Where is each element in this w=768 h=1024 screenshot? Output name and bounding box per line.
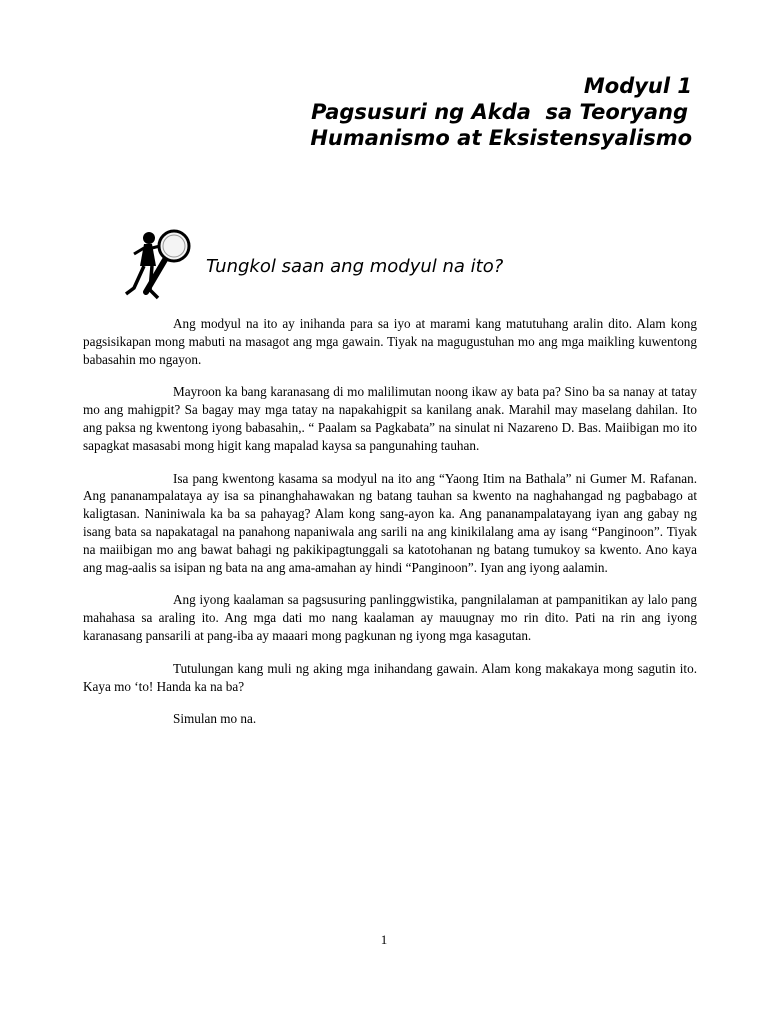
paragraph-second-story: Isa pang kwentong kasama sa modyul na ito ang “Yaong Itim na Bathala” ni Gumer M. Rafanan. Ang pananampalataya ay isa sa pinanghahawakan ng batang tauhan sa kwento na naghahangad ng pagbabago at kaligtasan. Naniniwala ka ba sa pahayag? Alam kong sang-ayon ka. Ang pananampalatayang iyan ang gabay ng isang bata sa napakatagal na panahong napaniwala ang sarili na ang kinikilalang ama ay isang “Panginoon”. Tiyak na maiibigan mo ang bawat bahagi ng pakikipagtunggali sa katotohanan ng batang tumukoy sa kwento. Ano kaya ang mag-aalis sa isipan ng bata na ang ama-amahan ay hindi “Panginoon”. Iyan ang iyong aalamin.	[83, 470, 697, 575]
module-label: Modyul 1	[583, 74, 692, 98]
page-number: 1	[380, 932, 388, 947]
title-line-2: Humanismo at Eksistensyalismo	[310, 126, 692, 150]
magnifying-glass-figure-icon	[116, 228, 194, 302]
paragraph-start: Simulan mo na.	[173, 711, 257, 727]
paragraph-encouragement: Tutulungan kang muli ng aking mga inihandang gawain. Alam kong makakaya mong sagutin ito. Kaya mo ‘to! Handa ka na ba?	[83, 660, 697, 694]
section-heading: Tungkol saan ang modyul na ito?	[206, 256, 504, 277]
paragraph-intro: Ang modyul na ito ay inihanda para sa iyo at marami kang matutuhang aralin dito. Alam kong pagsisikapan mong mabuti na masagot ang mga gawain. Tiyak na magugustuhan mo ang mga maikling kuwentong babasahin mo ngayon.	[83, 316, 697, 367]
paragraph-analysis: Ang iyong kaalaman sa pagsusuring panlinggwistika, pangnilalaman at pampanitikan ay lalo pang mahahasa sa araling ito. Ang mga dati mo nang kaalaman ay mauugnay mo rin dito. Pati na rin ang iyong karanasang pansarili at pang-iba ay maaari mong pagkunan ng iyong mga kasagutan.	[83, 592, 697, 643]
paragraph-first-story: Mayroon ka bang karanasang di mo malilimutan noong ikaw ay bata pa? Sino ba sa nanay at tatay mo ang mahigpit? Sa bagay may mga tatay na napakahigpit sa kanilang anak. Marahil may maselang dahilan. Ito ang paksa ng kwentong iyong babasahin,. “ Paalam sa Pagkabata” na sinulat ni Nazareno D. Bas. Maiibigan mo ito sapagkat masasabi mong higit kang mapalad kaysa sa pangunahing tauhan.	[83, 384, 697, 453]
body-text	[83, 315, 697, 743]
title-line-1: Pagsusuri ng Akda sa Teoryang	[311, 100, 688, 124]
